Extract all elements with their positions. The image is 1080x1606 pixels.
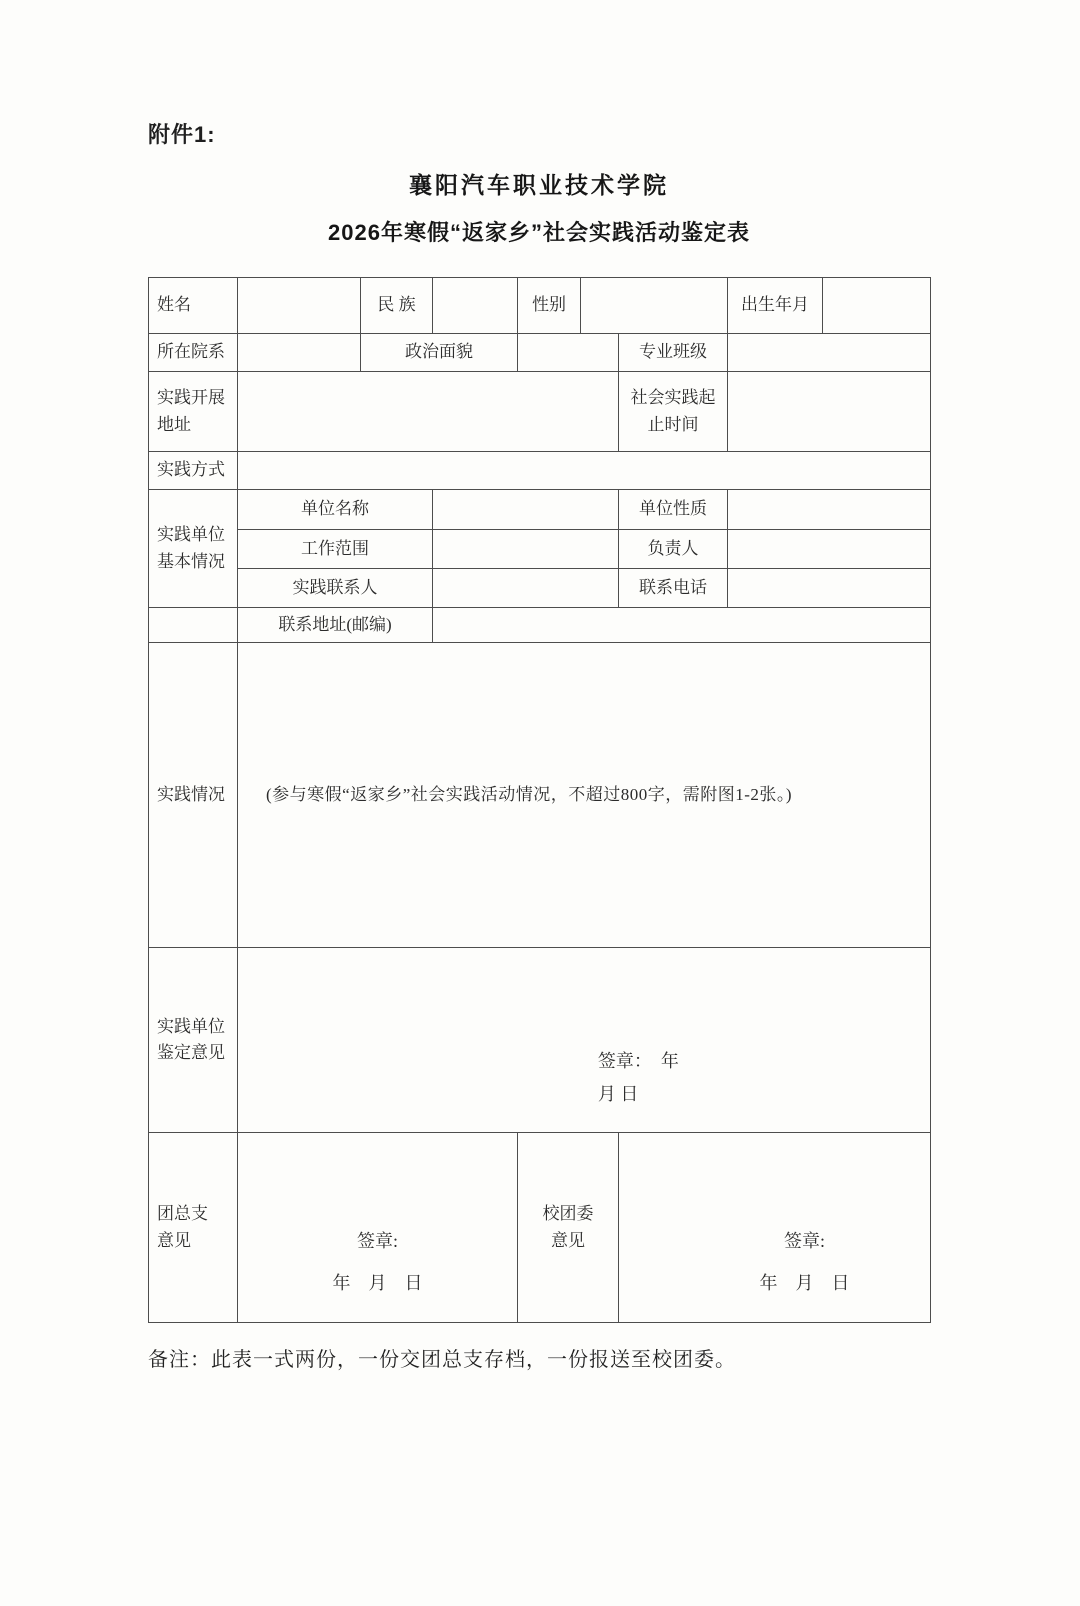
major-class-value-cell (728, 334, 931, 372)
practice-site-label (149, 372, 238, 452)
row-unit-opinion (149, 948, 931, 1133)
practice-detail-label: 实践情况 (149, 643, 238, 948)
unit-info-header-line1: 实践单位 (157, 525, 225, 545)
row-opinions (149, 1133, 931, 1323)
row-practice-site (149, 372, 931, 452)
row-contact-address (149, 608, 931, 643)
practice-site-label-line1: 实践开展 (157, 388, 225, 408)
department-value-cell (238, 334, 361, 372)
row-practice-mode (149, 452, 931, 490)
department-label: 所在院系 (149, 334, 238, 372)
unit-opinion-sign-line2: 月 日 (597, 1083, 639, 1104)
leader-value-cell (728, 530, 931, 569)
ethnicity-value-cell (433, 278, 518, 334)
unit-opinion-sign-line1: 签章： 年 (597, 1051, 679, 1072)
practice-time-label-line2: 止时间 (647, 414, 699, 434)
league-opinion-label-line1: 团总支 (157, 1204, 208, 1224)
committee-opinion-label-line1: 校团委 (542, 1204, 594, 1224)
unit-opinion-label-line2: 鉴定意见 (157, 1043, 225, 1062)
unit-type-value-cell (728, 490, 931, 530)
name-label: 姓名 (149, 278, 238, 334)
unit-opinion-sign-block (598, 1045, 679, 1110)
major-class-label: 专业班级 (619, 334, 728, 372)
political-value-cell (518, 334, 619, 372)
work-scope-label: 工作范围 (238, 530, 433, 569)
contact-person-value-cell (433, 569, 619, 608)
row-department (149, 334, 931, 372)
row-work-scope (149, 530, 931, 569)
form-table (148, 277, 931, 1323)
practice-mode-label: 实践方式 (149, 452, 238, 490)
leader-label: 负责人 (619, 530, 728, 569)
unit-opinion-label-line1: 实践单位 (157, 1016, 225, 1036)
unit-opinion-cell (238, 948, 931, 1133)
ethnicity-label: 民 族 (361, 278, 433, 334)
committee-opinion-label-line2: 意见 (551, 1230, 585, 1250)
unit-type-label: 单位性质 (619, 490, 728, 530)
document-title: 襄阳汽车职业技术学院 (409, 172, 669, 198)
contact-phone-value-cell (728, 569, 931, 608)
committee-date-label: 年 月 日 (759, 1273, 850, 1294)
contact-person-label: 实践联系人 (238, 569, 433, 608)
footer-note: 备注：此表一式两份，一份交团总支存档，一份报送至校团委。 (148, 1349, 736, 1371)
practice-time-label (619, 372, 728, 452)
birth-value-cell (823, 278, 931, 334)
birth-label: 出生年月 (728, 278, 823, 334)
practice-site-label-line2: 地址 (157, 414, 191, 434)
row-practice-detail (149, 643, 931, 948)
contact-phone-label: 联系电话 (619, 569, 728, 608)
league-opinion-label-line2: 意见 (157, 1230, 191, 1250)
gender-value-cell (581, 278, 728, 334)
contact-address-value-cell (433, 608, 931, 643)
committee-sign-block (655, 1228, 931, 1298)
practice-site-value-cell (238, 372, 619, 452)
unit-info-header-line2: 基本情况 (157, 551, 225, 571)
practice-time-value-cell (728, 372, 931, 452)
practice-time-label-line1: 社会实践起 (630, 388, 716, 408)
name-value-cell (238, 278, 361, 334)
row-unit-name (149, 490, 931, 530)
committee-sign-label: 签章: (783, 1231, 825, 1252)
unit-opinion-label (149, 948, 238, 1133)
row-basic-info (149, 278, 931, 334)
league-date-label: 年 月 日 (332, 1273, 423, 1294)
league-opinion-label (149, 1133, 238, 1323)
contact-address-label: 联系地址(邮编) (238, 608, 433, 643)
committee-opinion-label (518, 1133, 619, 1323)
practice-detail-hint: (参与寒假“返家乡”社会实践活动情况，不超过800字，需附图1-2张。) (266, 784, 793, 804)
committee-sign-cell (619, 1133, 931, 1323)
practice-detail-cell (238, 643, 931, 948)
league-sign-cell (238, 1133, 518, 1323)
practice-mode-value-cell (238, 452, 931, 490)
unit-name-label: 单位名称 (238, 490, 433, 530)
row-contact-person (149, 569, 931, 608)
gender-label: 性别 (518, 278, 581, 334)
attachment-label: 附件1: (148, 122, 216, 147)
unit-info-header (149, 490, 238, 608)
document-subtitle: 2026年寒假“返家乡”社会实践活动鉴定表 (328, 220, 750, 245)
row8-left-cell (149, 608, 238, 643)
league-sign-label: 签章: (356, 1231, 398, 1252)
unit-name-value-cell (433, 490, 619, 530)
political-label: 政治面貌 (361, 334, 518, 372)
work-scope-value-cell (433, 530, 619, 569)
